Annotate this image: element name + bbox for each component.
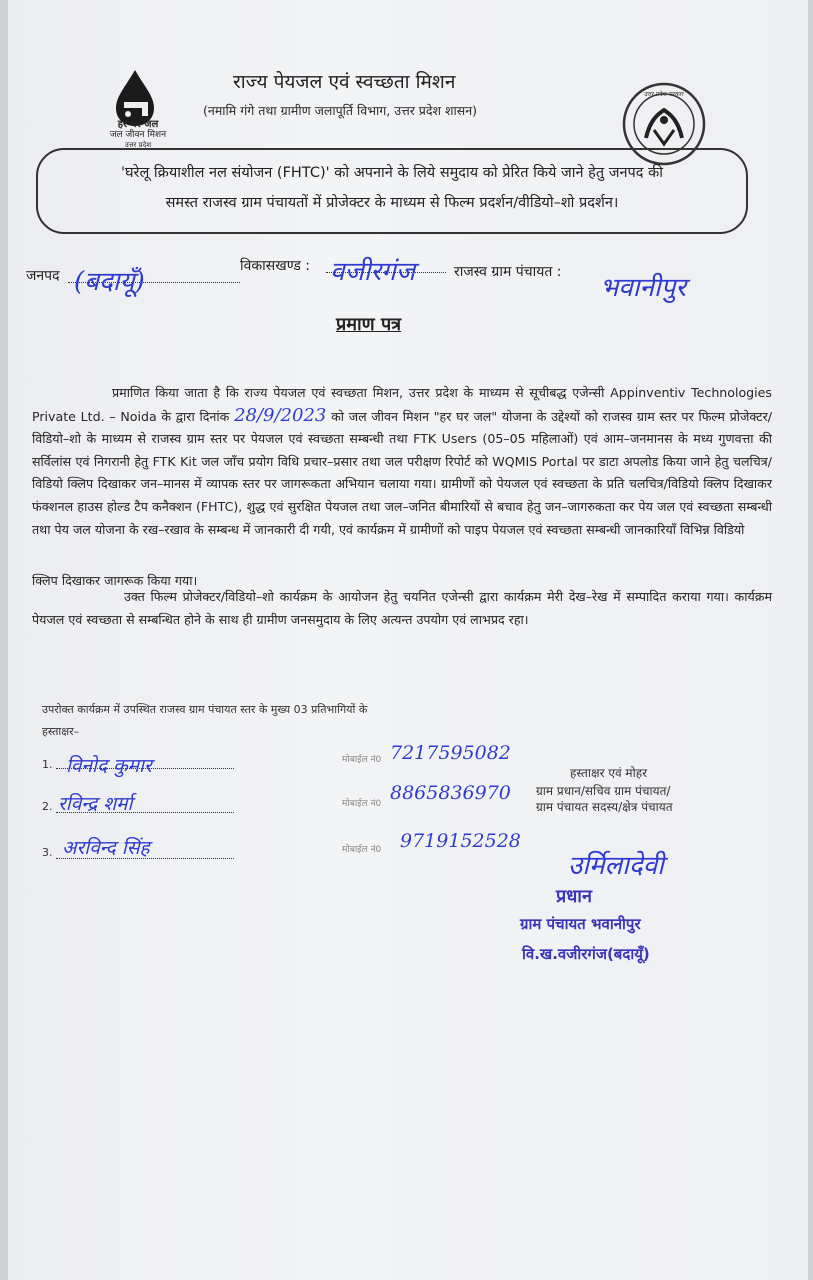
logo-line-2: जल जीवन मिशन: [109, 130, 167, 140]
pradhan-signature: उर्मिलादेवी: [568, 851, 664, 881]
panchayat-value: भवानीपुर: [600, 273, 687, 303]
logo-line-1: हर घर जल: [117, 119, 159, 130]
participant-number: 3.: [42, 846, 53, 859]
participant-mobile: 9719152528: [400, 830, 521, 852]
participant-mobile: 8865836970: [390, 782, 511, 804]
stamp-panchayat: ग्राम पंचायत भवानीपुर: [520, 915, 641, 933]
stamp-block: वि.ख.वजीरगंज(बदायूँ): [522, 945, 650, 963]
mobile-label: मोबाईल नं0: [342, 845, 382, 855]
stamp-designation: प्रधान: [556, 886, 592, 907]
participant-number: 2.: [42, 800, 53, 813]
authority-role-line-2: ग्राम पंचायत सदस्य/क्षेत्र पंचायत: [536, 800, 673, 814]
district-value: (बदायूँ): [74, 267, 145, 297]
paragraph-1-start: प्रमाणित किया जाता है कि राज्य पेयजल एवं स्वच्छता मिशन, उत्तर प्रदेश के माध्यम से सूचीबद्ध एजेन्सी Appinventiv Technologies Private Ltd. – Noida के द्वारा दिनांक: [32, 385, 772, 424]
emblem-text: उत्तर प्रदेश सरकार: [644, 91, 684, 98]
program-banner: [36, 148, 748, 234]
participant-number: 1.: [42, 758, 53, 771]
block-value: वजीरगंज: [330, 257, 416, 287]
authority-sign-label: हस्ताक्षर एवं मोहर: [570, 766, 648, 780]
banner-line-1: 'घरेलू क्रियाशील नल संयोजन (FHTC)' को अपनाने के लिये समुदाय को प्रेरित किये जाने हेतु जनपद की: [121, 165, 663, 181]
certificate-paragraph-1: [32, 382, 772, 541]
participants-intro: उपरोक्त कार्यक्रम में उपस्थित राजस्व ग्राम पंचायत स्तर के मुख्य 03 प्रतिभागियों के: [42, 703, 368, 716]
certificate-title: प्रमाण पत्र: [336, 314, 402, 335]
certificate-paragraph-1-tail: क्लिप दिखाकर जागरूक किया गया।: [32, 573, 198, 588]
logo-left-text: [88, 120, 188, 150]
block-label: विकासखण्ड :: [240, 258, 311, 274]
participant-signature: रविन्द्र शर्मा: [58, 793, 133, 815]
participants-sign-label: हस्ताक्षर–: [42, 725, 80, 738]
participant-signature: अरविन्द सिंह: [62, 837, 150, 859]
logo-line-3: उत्तर प्रदेश: [124, 141, 152, 149]
district-label: जनपद: [26, 268, 60, 284]
participant-signature: विनोद कुमार: [66, 755, 152, 777]
event-date: 28/9/2023: [234, 404, 327, 426]
mobile-label: मोबाईल नं0: [342, 755, 382, 765]
participant-mobile: 7217595082: [390, 742, 511, 764]
mobile-label: मोबाईल नं0: [342, 799, 382, 809]
document-sheet: [8, 0, 808, 1280]
certificate-paragraph-2: उक्त फिल्म प्रोजेक्टर/विडियो–शो कार्यक्रम के आयोजन हेतु चयनित एजेन्सी द्वारा कार्यक्रम मेरी देख–रेख में सम्पादित कराया गया। कार्यक्रम पेयजल एवं स्वच्छता से सम्बन्धित होने के साथ ही ग्रामीण जनसमुदाय के लिए अत्यन्त उपयोग एवं लाभप्रद रहा।: [32, 589, 772, 627]
banner-line-2: समस्त राजस्व ग्राम पंचायतों में प्रोजेक्टर के माध्यम से फिल्म प्रदर्शन/वीडियो–शो प्रदर्शन।: [165, 195, 619, 211]
panchayat-label: राजस्व ग्राम पंचायत :: [454, 264, 562, 280]
authority-role-line-1: ग्राम प्रधान/सचिव ग्राम पंचायत/: [536, 784, 671, 798]
mission-subtitle: (नमामि गंगे तथा ग्रामीण जलापूर्ति विभाग, उत्तर प्रदेश शासन): [203, 103, 478, 118]
mission-title: राज्य पेयजल एवं स्वच्छता मिशन: [233, 71, 456, 93]
paragraph-1-rest: को जल जीवन मिशन "हर घर जल" योजना के उद्देश्यों को राजस्व ग्राम स्तर पर फिल्म प्रोजेक्टर/विडियो–शो के माध्यम से राजस्व ग्राम स्तर पर पेयजल एवं स्वच्छता सम्बन्धी तथा FTK Users (05–05 महिलाओं) एवं आम–जनमानस के मध्य गुणवत्ता की सर्विलांस एवं निगरानी हेतु FTK Kit जल जाँच प्रयोग विधि प्रचार–प्रसार तथा जल परीक्षण रिपोर्ट को WQMIS Portal पर डाटा अपलोड किया जाने हेतु चलचित्र/विडियो क्लिप दिखाकर जन–मानस में व्यापक स्तर पर जागरूकता अभियान चलाया गया। ग्रामीणों को पेयजल एवं स्वच्छता के प्रति चलचित्र/विडियो क्लिप दिखाकर फंक्शनल हाउस होल्ड टैप कनैक्शन (FHTC), शुद्ध एवं सुरक्षित पेयजल तथा जल–जनित बीमारियों से बचाव हेतु जन–जागरुकता कर पेय जल एवं स्वच्छता सम्बन्धी तथा पेय जल योजना के रख–रखाव के सम्बन्ध में जानकारी दी गयी, एवं कार्यक्रम में ग्रामीणों को पाइप पेयजल एवं स्वच्छता सम्बन्धी जानकारियाँ विभिन्न विडियो: [32, 408, 772, 537]
